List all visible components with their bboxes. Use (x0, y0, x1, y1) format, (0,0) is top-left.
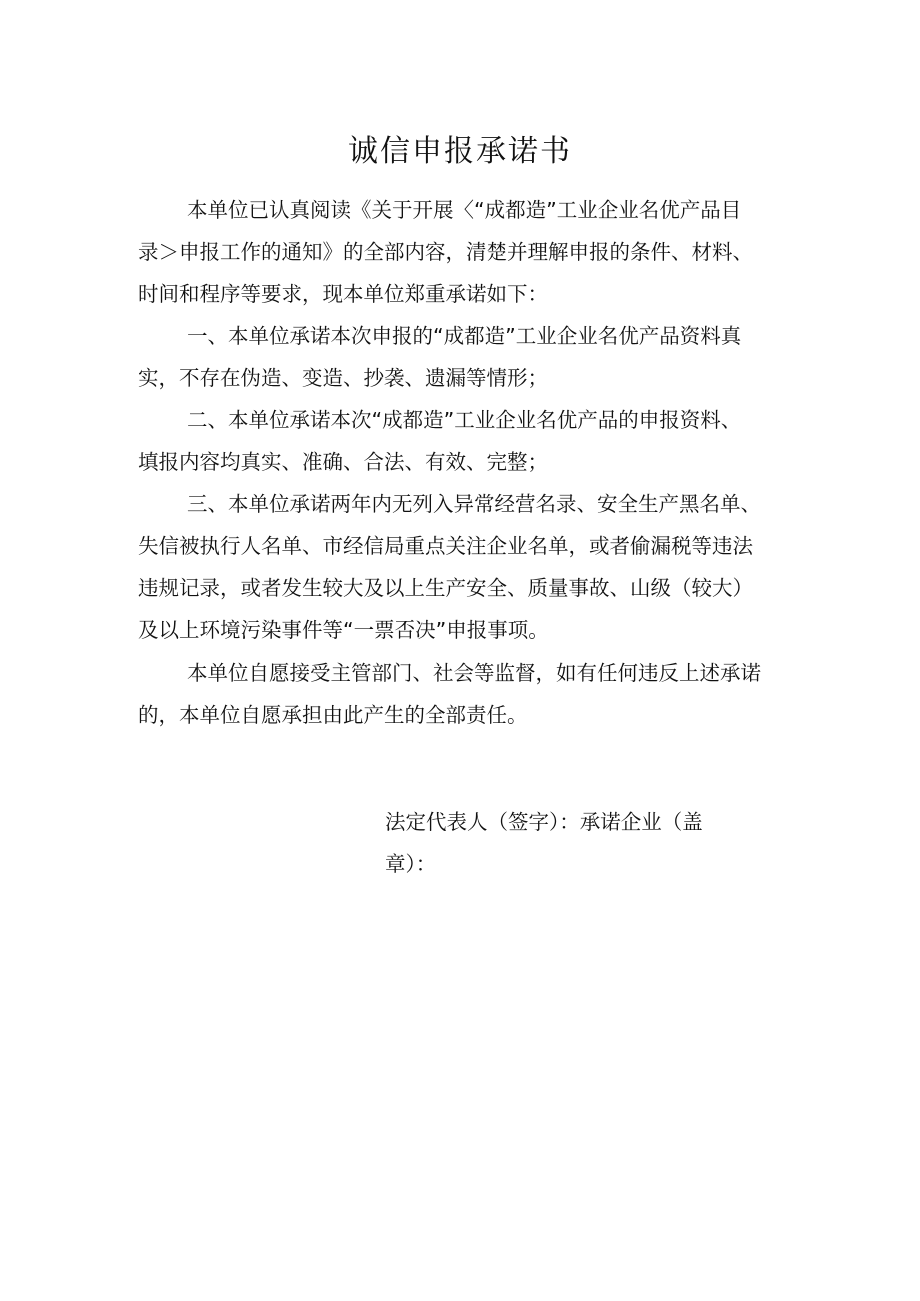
intro-line-3: 时间和程序等要求，现本单位郑重承诺如下： (138, 282, 548, 306)
signature-line-2: 章）： (385, 852, 437, 876)
signature-line-1: 法定代表人（签字）：承诺企业（盖 (385, 810, 703, 834)
pledge-3-line-4: 及以上环境污染事件等“一票否决”申报事项。 (138, 618, 549, 642)
pledge-3-line-3: 违规记录，或者发生较大及以上生产安全、质量事故、山级（较大） (138, 576, 753, 600)
page-title: 诚信申报承诺书 (348, 134, 572, 169)
intro-line-1: 本单位已认真阅读《关于开展〈“成都造”工业企业名优产品目 (187, 198, 742, 222)
closing-line-2: 的，本单位自愿承担由此产生的全部责任。 (138, 703, 528, 727)
closing-line-1: 本单位自愿接受主管部门、社会等监督，如有任何违反上述承诺 (187, 661, 761, 685)
pledge-2-line-2: 填报内容均真实、准确、合法、有效、完整； (138, 450, 548, 474)
pledge-3-line-2: 失信被执行人名单、市经信局重点关注企业名单，或者偷漏税等违法 (138, 534, 753, 558)
intro-line-2: 录＞申报工作的通知》的全部内容，清楚并理解申报的条件、材料、 (138, 240, 753, 264)
pledge-1-line-1: 一、本单位承诺本次申报的“成都造”工业企业名优产品资料真 (187, 324, 742, 348)
pledge-1-line-2: 实，不存在伪造、变造、抄袭、遗漏等情形； (138, 366, 548, 390)
pledge-2-line-1: 二、本单位承诺本次“成都造”工业企业名优产品的申报资料、 (187, 408, 742, 432)
pledge-3-line-1: 三、本单位承诺两年内无列入异常经营名录、安全生产黑名单、 (187, 492, 761, 516)
